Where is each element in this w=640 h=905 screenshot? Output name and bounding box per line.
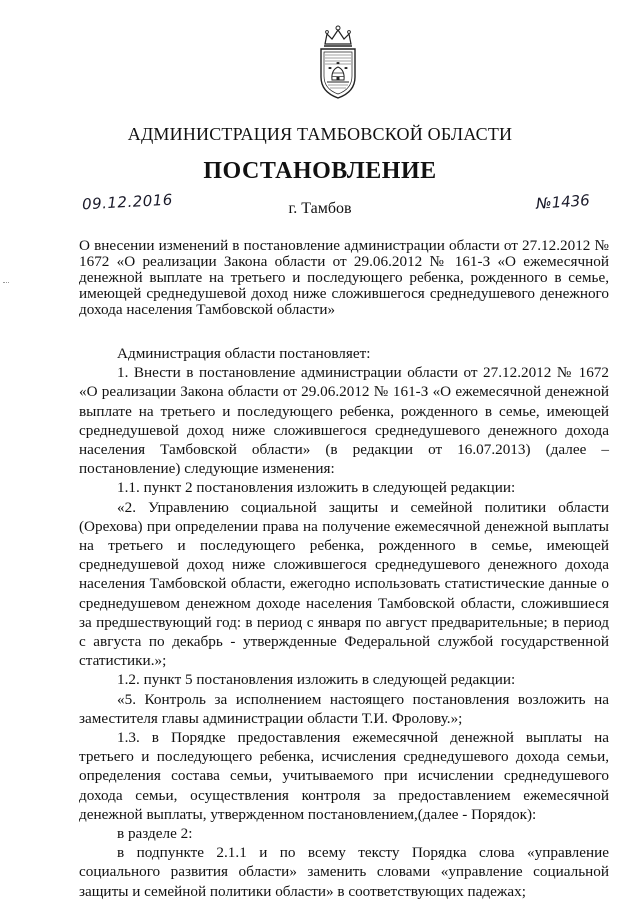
body-paragraph: 1.1. пункт 2 постановления изложить в следующей редакции: [117,479,516,497]
body-paragraph: 1.3. в Порядке предоставления ежемесячной денежной выплаты на третьего и последующего ребенка, исчисления среднедушевого дохода семьи, определения состава семьи, учитываемого при исчислении среднедушевого дохода семьи, осуществления контроля за предоставлением ежемесячной денежной выплаты, утвержденном постановлением,(далее - Порядок): [79,729,609,823]
document-type-heading: ПОСТАНОВЛЕНИЕ [203,158,437,184]
body-paragraph: «2. Управлению социальной защиты и семейной политики области (Орехова) при определении права на получение ежемесячной денежной выплаты на третьего и последующего ребенка, рожденного в семье, имеющей среднедушевой доход ниже сложившегося среднедушевого денежного дохода населения Тамбовской области, ежегодно использовать статистические данные о среднедушевом денежном доходе населения Тамбовской области, сложившиеся за предшествующий год: в период с января по август предварительные; в период с августа по декабрь - утвержденные Федеральной службой государственной статистики.»; [79,498,609,670]
document-subject: О внесении изменений в постановление администрации области от 27.12.2012 № 1672 «О реализации Закона области от 29.06.2012 № 161-З «О ежемесячной денежной выплате на третьего и последующего ребенка, рожденного в семье, имеющей среднедушевой доход ниже сложившегося среднедушевого денежного дохода населения Тамбовской области» [79,237,609,318]
handwritten-number: №1436 [535,191,591,213]
document-body [79,344,609,901]
body-paragraph: в подпункте 2.1.1 и по всему тексту Порядка слова «управление социального развития области» заменить словами «управление социальной защиты и семейной политики области» в соответствующих падежах; [79,844,609,900]
body-paragraph: «5. Контроль за исполнением настоящего постановления возложить на заместителя главы администрации области Т.И. Фролову.»; [79,690,609,727]
handwritten-date: 09.12.2016 [81,190,174,214]
body-paragraph: в разделе 2: [117,825,193,843]
city-line: г. Тамбов [288,200,352,217]
tambov-coat-of-arms-icon [313,22,363,100]
organization-title: АДМИНИСТРАЦИЯ ТАМБОВСКОЙ ОБЛАСТИ [127,124,513,144]
body-paragraph: 1.2. пункт 5 постановления изложить в следующей редакции: [117,671,516,689]
body-paragraph: Администрация области постановляет: [117,345,371,362]
scan-mark [3,282,9,286]
body-paragraph: 1. Внести в постановление администрации области от 27.12.2012 № 1672 «О реализации Закона области от 29.06.2012 № 161-З «О ежемесячной денежной выплате на третьего и последующего ребенка, рожденного в семье, имеющей среднедушевой доход ниже сложившегося среднедушевого денежного дохода населения Тамбовской области» (в редакции от 16.07.2013) (далее – постановление) следующие изменения: [79,364,609,478]
